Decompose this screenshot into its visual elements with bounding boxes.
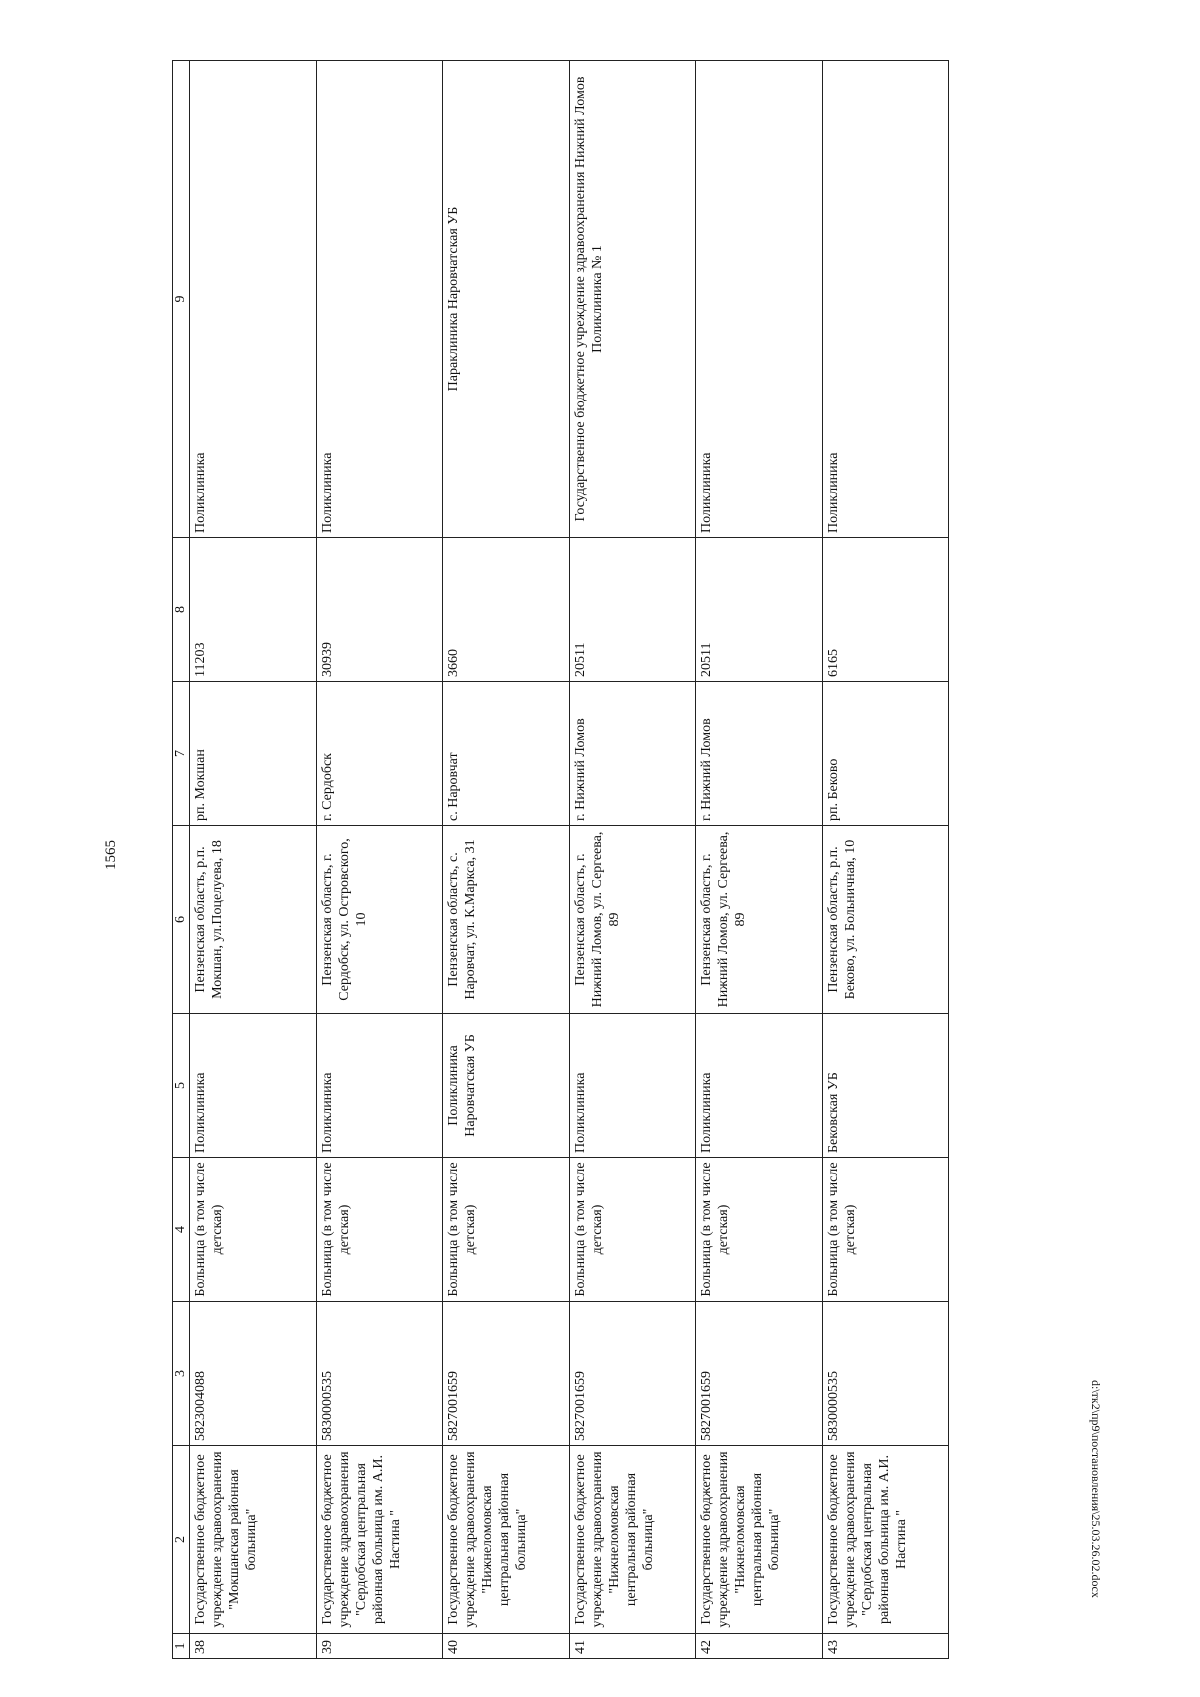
locality-cell: рп. Мокшан	[190, 682, 317, 826]
column-header: 8	[173, 538, 190, 682]
organization-cell: Государственное бюджетное учреждение здравоохранения "Нижнеломовская центральная районная больница"	[696, 1446, 823, 1634]
value-cell: 11203	[190, 538, 317, 682]
unit-cell: Поликлиника Наровчатская УБ	[443, 1014, 570, 1158]
organization-cell: Государственное бюджетное учреждение здравоохранения "Сердобская центральная районная больница им. А.И. Настина "	[822, 1446, 949, 1634]
row-number: 40	[443, 1634, 570, 1659]
address-cell: Пензенская область, р.п. Мокшан, ул.Поцелуева, 18	[190, 826, 317, 1014]
header-row	[173, 61, 190, 1659]
unit-cell: Бековская УБ	[822, 1014, 949, 1158]
address-cell: Пензенская область, г. Нижний Ломов, ул. Сергеева, 89	[569, 826, 696, 1014]
type-cell: Больница (в том числе детская)	[696, 1158, 823, 1302]
inn-cell: 5830000535	[316, 1302, 443, 1446]
table-row	[190, 61, 317, 1659]
unit-full-cell: Поликлиника	[316, 61, 443, 538]
value-cell: 30939	[316, 538, 443, 682]
organization-cell: Государственное бюджетное учреждение здравоохранения "Нижнеломовская центральная районная больница"	[443, 1446, 570, 1634]
organization-cell: Государственное бюджетное учреждение здравоохранения "Сердобская центральная районная больница им. А.И. Настина "	[316, 1446, 443, 1634]
locality-cell: г. Нижний Ломов	[696, 682, 823, 826]
unit-full-cell: Поликлиника	[696, 61, 823, 538]
type-cell: Больница (в том числе детская)	[443, 1158, 570, 1302]
inn-cell: 5823004088	[190, 1302, 317, 1446]
unit-cell: Поликлиника	[696, 1014, 823, 1158]
page-number: 1565	[103, 840, 119, 870]
address-cell: Пензенская область, с. Наровчат, ул. К.Маркса, 31	[443, 826, 570, 1014]
inn-cell: 5827001659	[443, 1302, 570, 1446]
column-header: 6	[173, 826, 190, 1014]
organization-cell: Государственное бюджетное учреждение здравоохранения "Мокшанская районная больница"	[190, 1446, 317, 1634]
unit-cell: Поликлиника	[569, 1014, 696, 1158]
table-row	[822, 61, 949, 1659]
type-cell: Больница (в том числе детская)	[190, 1158, 317, 1302]
unit-full-cell: Параклиника Наровчатская УБ	[443, 61, 570, 538]
unit-full-cell: Поликлиника	[190, 61, 317, 538]
value-cell: 20511	[569, 538, 696, 682]
locality-cell: г. Сердобск	[316, 682, 443, 826]
table-row	[569, 61, 696, 1659]
inn-cell: 5827001659	[569, 1302, 696, 1446]
registry-table-container	[172, 61, 949, 1659]
type-cell: Больница (в том числе детская)	[822, 1158, 949, 1302]
column-header: 5	[173, 1014, 190, 1158]
table-row	[443, 61, 570, 1659]
column-header: 3	[173, 1302, 190, 1446]
value-cell: 3660	[443, 538, 570, 682]
column-header: 9	[173, 61, 190, 538]
value-cell: 6165	[822, 538, 949, 682]
locality-cell: с. Наровчат	[443, 682, 570, 826]
column-header: 1	[173, 1634, 190, 1659]
organization-cell: Государственное бюджетное учреждение здравоохранения "Нижнеломовская центральная районная больница"	[569, 1446, 696, 1634]
column-header: 2	[173, 1446, 190, 1634]
type-cell: Больница (в том числе детская)	[316, 1158, 443, 1302]
address-cell: Пензенская область, р.п. Беково, ул. Больничная, 10	[822, 826, 949, 1014]
row-number: 41	[569, 1634, 696, 1659]
table-row	[696, 61, 823, 1659]
unit-cell: Поликлиника	[316, 1014, 443, 1158]
column-header: 4	[173, 1158, 190, 1302]
row-number: 42	[696, 1634, 823, 1659]
row-number: 38	[190, 1634, 317, 1659]
registry-table	[172, 60, 949, 1659]
address-cell: Пензенская область, г. Сердобск, ул. Островского, 10	[316, 826, 443, 1014]
address-cell: Пензенская область, г. Нижний Ломов, ул. Сергеева, 89	[696, 826, 823, 1014]
unit-full-cell: Поликлиника	[822, 61, 949, 538]
unit-full-cell: Государственное бюджетное учреждение здравоохранения Нижний Ломов Поликлиника № 1	[569, 61, 696, 538]
column-header: 7	[173, 682, 190, 826]
locality-cell: рп. Беково	[822, 682, 949, 826]
inn-cell: 5830000535	[822, 1302, 949, 1446]
unit-cell: Поликлиника	[190, 1014, 317, 1158]
footer-file-path: d:\тк2\пр9\постановления\25.03.26.02.docx	[1089, 1380, 1103, 1598]
table-row	[316, 61, 443, 1659]
locality-cell: г. Нижний Ломов	[569, 682, 696, 826]
type-cell: Больница (в том числе детская)	[569, 1158, 696, 1302]
row-number: 39	[316, 1634, 443, 1659]
inn-cell: 5827001659	[696, 1302, 823, 1446]
row-number: 43	[822, 1634, 949, 1659]
value-cell: 20511	[696, 538, 823, 682]
